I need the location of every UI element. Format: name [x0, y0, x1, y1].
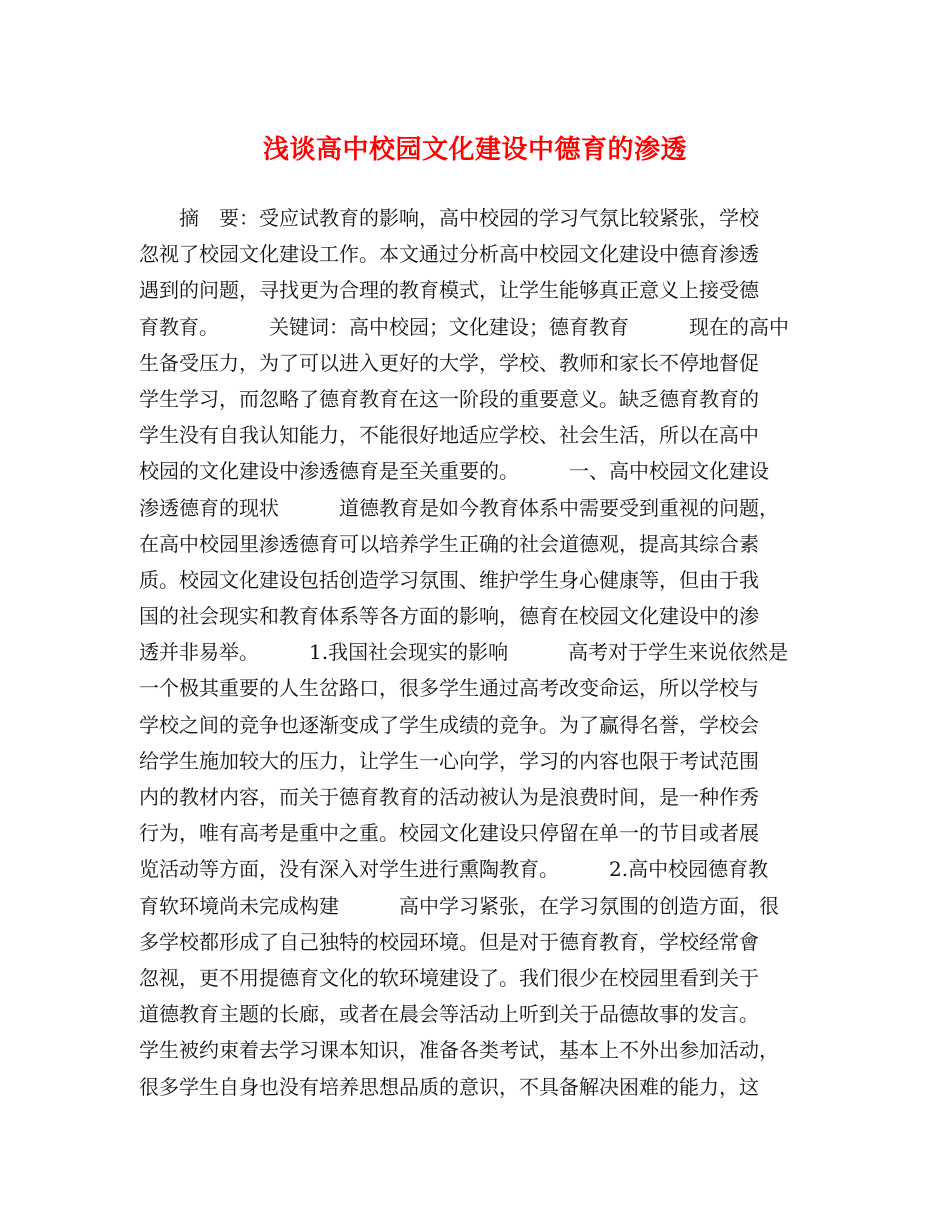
- body-line: 学生被约束着去学习课本知识，准备各类考试，基本上不外出参加活动，: [139, 1038, 779, 1063]
- body-line: 学生学习，而忽略了德育教育在这一阶段的重要意义。缺乏德育教育的: [139, 386, 759, 411]
- body-line: 行为，唯有高考是重中之重。校园文化建设只停留在单一的节目或者展: [139, 821, 759, 846]
- body-line: 多学校都形成了自己独特的校园环境。但是对于德育教育，学校经常會: [139, 929, 759, 954]
- body-line: 道德教育主题的长廊，或者在晨会等活动上听到关于品德故事的发言。: [139, 1002, 759, 1027]
- body-line: 忽视，更不用提德育文化的软环境建设了。我们很少在校园里看到关于: [139, 965, 759, 990]
- body-line: 质。校园文化建设包括创造学习氛围、维护学生身心健康等，但由于我: [139, 567, 759, 592]
- body-line: 学生没有自我认知能力，不能很好地适应学校、社会生活，所以在高中: [139, 423, 759, 448]
- document-body: [139, 200, 819, 1105]
- body-line: 学校之间的竞争也逐渐变成了学生成绩的竞争。为了赢得名誉，学校会: [139, 712, 759, 737]
- body-line: 国的社会现实和教育体系等各方面的影响，德育在校园文化建设中的渗: [139, 604, 759, 629]
- body-line: 育软环境尚未完成构建 高中学习紧张，在学习氛围的创造方面，很: [139, 893, 779, 918]
- body-line: 透并非易举。 1.我国社会现实的影响 高考对于学生来说依然是: [139, 640, 789, 665]
- body-line: 遇到的问题，寻找更为合理的教育模式，让学生能够真正意义上接受德: [139, 278, 759, 303]
- body-line: 内的教材内容，而关于德育教育的活动被认为是浪费时间，是一种作秀: [139, 785, 759, 809]
- body-line: 忽视了校园文化建设工作。本文通过分析高中校园文化建设中德育渗透: [139, 242, 759, 267]
- body-line: 一个极其重要的人生岔路口，很多学生通过高考改变命运，所以学校与: [139, 676, 759, 701]
- body-line: 在高中校园里渗透德育可以培养学生正确的社会道德观，提高其综合素: [139, 531, 759, 556]
- body-line: 育教育。 关键词：高中校园；文化建设；德育教育 现在的高中: [139, 314, 789, 339]
- body-line: 校园的文化建设中渗透德育是至关重要的。 一、高中校园文化建设: [139, 459, 769, 484]
- body-line: 摘 要：受应试教育的影响，高中校园的学习气氛比较紧张，学校: [139, 206, 759, 230]
- body-line: 生备受压力，为了可以进入更好的大学，学校、教师和家长不停地督促: [139, 350, 759, 375]
- body-line: 览活动等方面，没有深入对学生进行熏陶教育。 2.高中校园德育教: [139, 857, 769, 882]
- body-line: 很多学生自身也没有培养思想品质的意识，不具备解决困难的能力，这: [139, 1074, 759, 1099]
- body-line: 给学生施加较大的压力，让学生一心向学，学习的内容也限于考试范围: [139, 748, 759, 773]
- body-line: 渗透德育的现状 道德教育是如今教育体系中需要受到重视的问题，: [139, 495, 779, 520]
- document-title: 浅谈高中校园文化建设中德育的渗透: [262, 135, 687, 165]
